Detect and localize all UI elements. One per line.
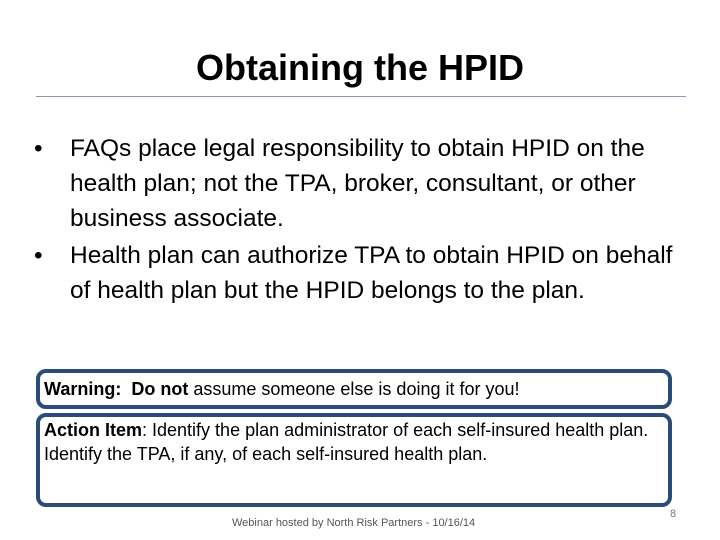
action-item-label: Action Item <box>44 420 143 440</box>
warning-emphasis: Do not <box>131 379 189 399</box>
bullet-list <box>34 131 694 310</box>
action-item-text: : Identify the plan administrator of each self-insured health plan. Identify the TPA, if any, of each self-insured health plan. <box>44 420 649 464</box>
action-item-box <box>36 413 672 507</box>
warning-label: Warning: <box>44 379 122 399</box>
bullet-text: Health plan can authorize TPA to obtain HPID on behalf of health plan but the HPID belongs to the plan. <box>70 242 673 304</box>
title-divider <box>36 96 686 97</box>
warning-box <box>36 369 672 409</box>
slide-footer: Webinar hosted by North Risk Partners - 10/16/14 <box>232 517 476 529</box>
bullet-item <box>34 238 694 308</box>
page-number: 8 <box>670 508 677 520</box>
bullet-icon: • <box>34 242 43 269</box>
bullet-icon: • <box>34 135 43 162</box>
slide-title: Obtaining the HPID <box>196 47 524 88</box>
bullet-item <box>34 131 694 236</box>
warning-text: assume someone else is doing it for you! <box>188 379 520 399</box>
bullet-text: FAQs place legal responsibility to obtain HPID on the health plan; not the TPA, broker, consultant, or other business associate. <box>70 135 645 232</box>
